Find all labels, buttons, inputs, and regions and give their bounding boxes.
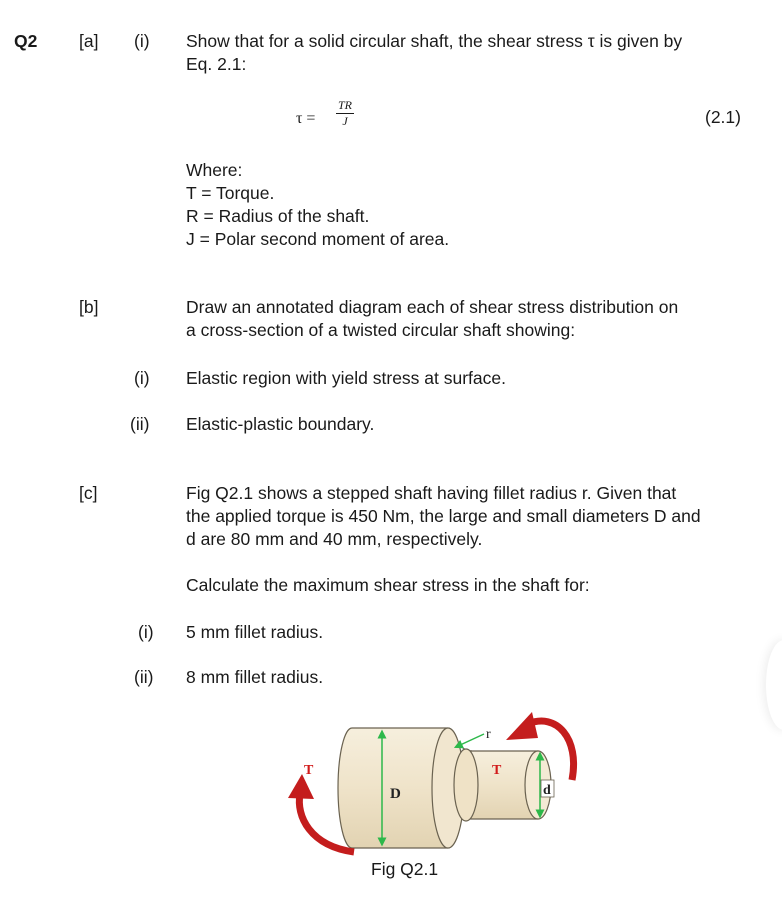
part-b-label: [b] — [79, 297, 99, 317]
part-b-item1-text: Elastic region with yield stress at surface. — [186, 368, 506, 388]
part-b-item2-text: Elastic-plastic boundary. — [186, 414, 375, 434]
part-c-item1-label: (i) — [138, 622, 154, 642]
small-diameter-label: d — [543, 783, 551, 798]
part-a-text-line2: Eq. 2.1: — [186, 54, 247, 74]
where-title: Where: — [186, 160, 243, 180]
part-c-label: [c] — [79, 483, 98, 503]
stepped-shaft-figure — [270, 708, 610, 858]
part-c-calc-text: Calculate the maximum shear stress in the shaft for: — [186, 575, 590, 595]
part-b-text-line1: Draw an annotated diagram each of shear stress distribution on — [186, 297, 679, 317]
part-c-text-line1: Fig Q2.1 shows a stepped shaft having fillet radius r. Given that — [186, 483, 677, 503]
part-b-text-line2: a cross-section of a twisted circular shaft showing: — [186, 320, 576, 340]
fillet-radius-label: r — [486, 727, 491, 742]
part-a-sub-label: (i) — [134, 31, 150, 51]
definition-torque: T = Torque. — [186, 183, 275, 203]
equation-lhs: τ = — [296, 110, 316, 127]
step-ring — [454, 749, 478, 821]
question-number: Q2 — [14, 31, 38, 51]
equation-fraction — [336, 99, 354, 128]
left-torque-label: T — [304, 763, 314, 778]
part-a-label: [a] — [79, 31, 99, 51]
equation-numerator: TR — [338, 98, 353, 112]
right-torque-label: T — [492, 763, 502, 778]
part-a-text-line1: Show that for a solid circular shaft, the shear stress τ is given by — [186, 31, 683, 51]
part-c-item2-label: (ii) — [134, 667, 154, 687]
equation-number: (2.1) — [705, 107, 741, 127]
large-diameter-label: D — [390, 786, 401, 802]
right-torque-arrowhead — [506, 712, 538, 740]
figure-caption: Fig Q2.1 — [371, 859, 439, 879]
equation-denominator: J — [342, 114, 348, 128]
part-c-text-line2: the applied torque is 450 Nm, the large and small diameters D and — [186, 506, 701, 526]
definitions-block — [186, 159, 449, 251]
part-c-text-line3: d are 80 mm and 40 mm, respectively. — [186, 529, 483, 549]
definition-radius: R = Radius of the shaft. — [186, 206, 370, 226]
page-edge-shadow — [766, 640, 782, 730]
part-b-item2-label: (ii) — [130, 414, 150, 434]
part-b-item1-label: (i) — [134, 368, 150, 388]
part-c-item2-text: 8 mm fillet radius. — [186, 667, 324, 687]
definition-polar-moment: J = Polar second moment of area. — [186, 229, 450, 249]
part-c-item1-text: 5 mm fillet radius. — [186, 622, 324, 642]
fillet-radius-arrow — [458, 734, 484, 746]
